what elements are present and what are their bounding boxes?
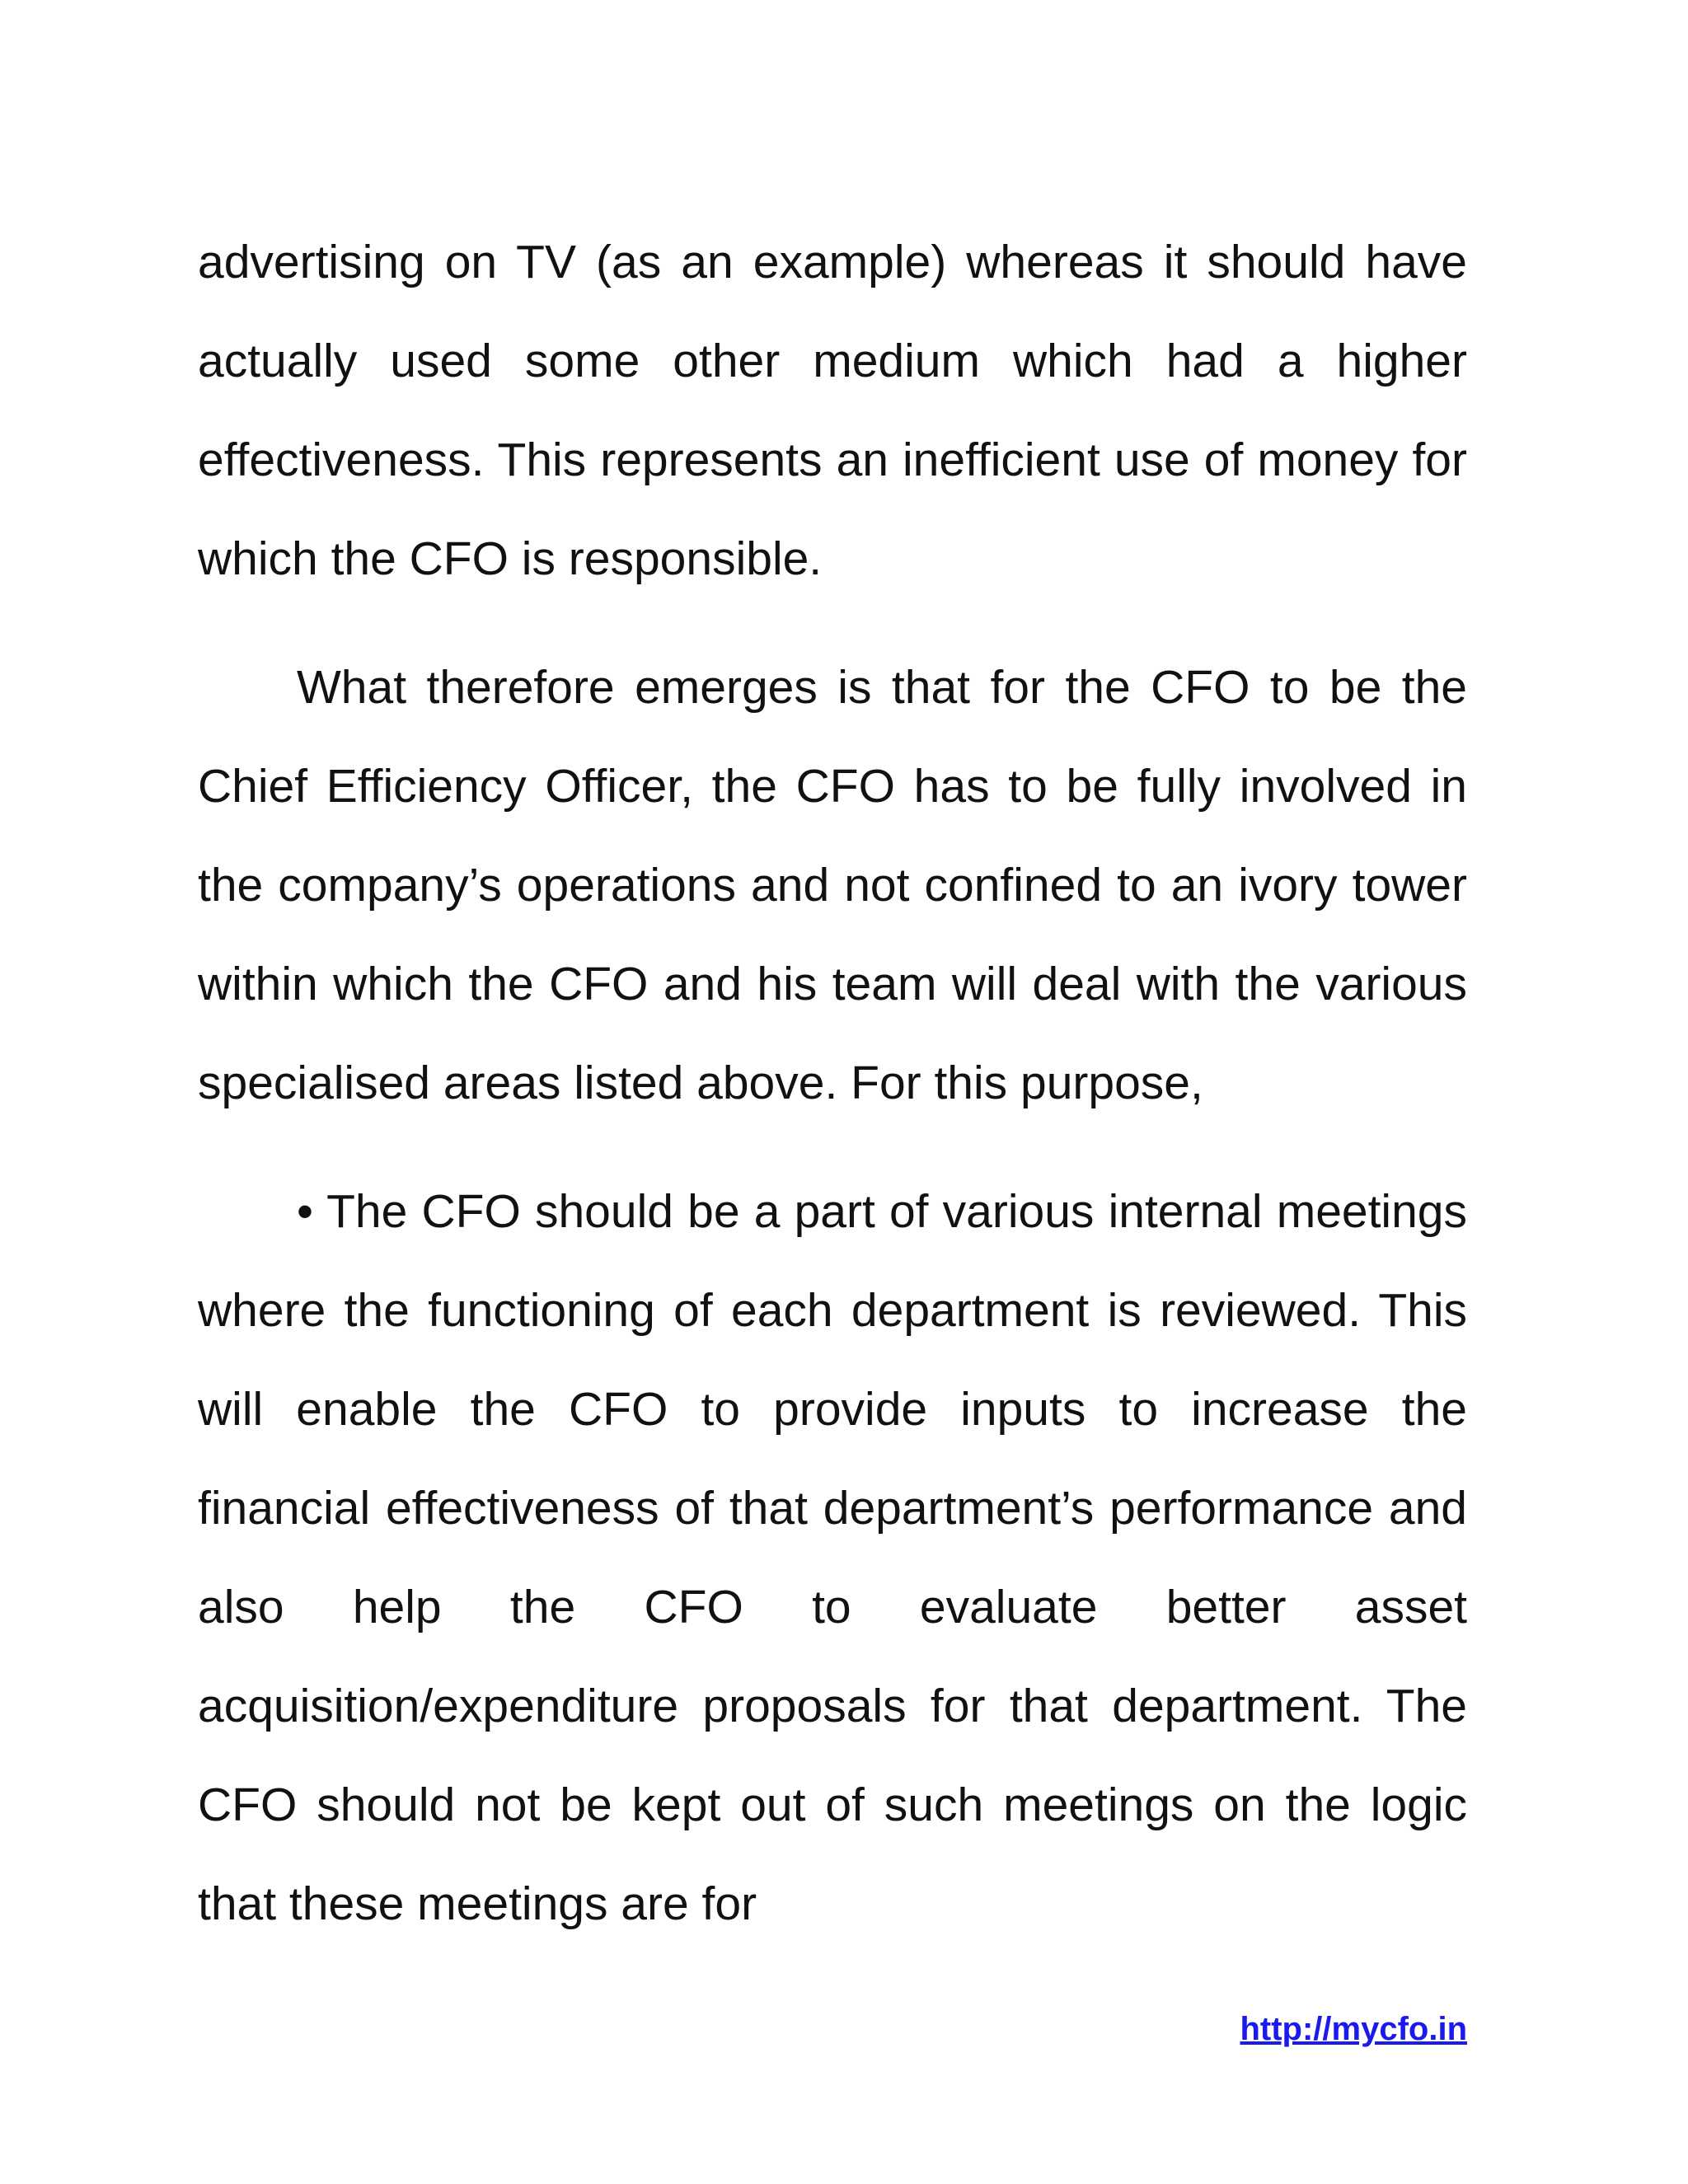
paragraph-2: What therefore emerges is that for the CFO to be the Chief Efficiency Officer, the CFO has to be fully involved in the company’s operations and not confined to an ivory tower within which the CFO and his team will deal with the various specialised areas listed above. For this purpose, — [198, 661, 1467, 1109]
bullet-paragraph: • The CFO should be a part of various internal meetings where the functioning of each department is reviewed. This will enable the CFO to provide inputs to increase the financial effectiveness of that department’s performance and also help the CFO to evaluate better asset acquisition/expenditure proposals for that department. The CFO should not be kept out of such meetings on the logic that these meetings are for — [198, 1185, 1467, 1930]
footer-link[interactable]: http://mycfo.in — [1240, 2011, 1467, 2047]
body-text — [198, 213, 1467, 1953]
paragraph-1: advertising on TV (as an example) whereas it should have actually used some other medium which had a higher effectiveness. This represents an inefficient use of money for which the CFO is responsible. — [198, 236, 1467, 585]
